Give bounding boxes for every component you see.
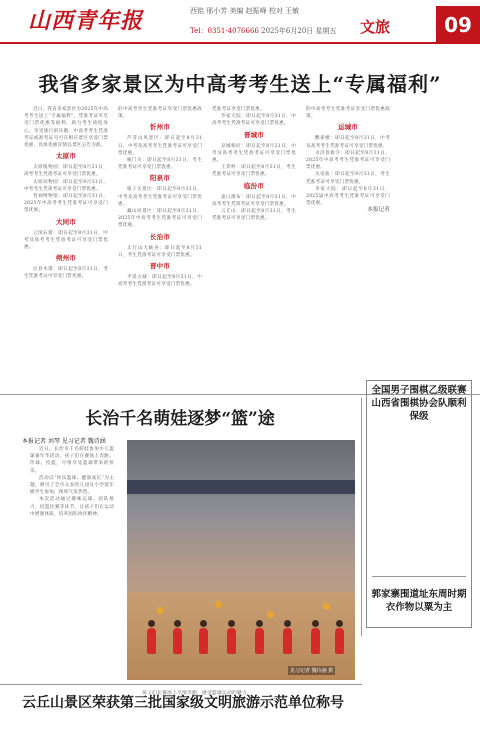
paragraph: 凭准考证享受门票优惠。 (212, 107, 265, 112)
paragraph: 雁门关：即日起至8月31日，考生凭准考证可享受门票优惠。 (118, 158, 202, 171)
paragraph: 近日，长治市千名萌娃参加少儿篮球嘉年华活动，孩子们在赛场上奔跑、传球、投篮，尽情享受篮球带来的快乐。 (30, 447, 114, 474)
paragraph: 娘子关景区：即日起至8月31日，中考及高考考生凭准考证可享受门票优惠。 (118, 187, 202, 207)
photo-child (335, 628, 344, 654)
paragraph: 活动以“快乐篮球、健康成长”为主题，吸引了全市众多幼儿园及小学低年级学生参加，现场气氛热烈。 (30, 475, 114, 496)
article-column (212, 106, 296, 288)
paragraph: 鹳雀楼：即日起至8月31日，中考及高考考生凭准考证可享受门票优惠。 (306, 136, 390, 149)
paragraph: 太原动物园：即日起至8月31日，中考考生凭准考证可享受门票优惠。 (24, 179, 108, 192)
paragraph: 藏山风景区：即日起至8月31日，2025年中高考考生凭准考证可享受门票优惠。 (118, 209, 202, 229)
photo-child (227, 628, 236, 654)
basketball-photo (127, 440, 355, 680)
paragraph: 李家大院：即日起至8月31日，2025届中高考考生凭准考证可享受门票优惠。 (306, 186, 390, 207)
phone-number: Tel：0351-4076666 (190, 27, 259, 35)
photo-ball (323, 603, 330, 610)
masthead (0, 0, 480, 44)
photo-child (255, 628, 264, 654)
section-title: 文旅 (360, 18, 391, 36)
paragraph: 云丘山：即日起至8月31日，考生凭准考证可享受门票优惠。 (212, 209, 296, 222)
photo-credit: 见习记者 魏诗涵 摄 (290, 668, 334, 674)
byline: 本报记者 (367, 207, 390, 214)
city-subheading: 太原市 (55, 152, 77, 161)
divider (361, 398, 362, 636)
city-subheading: 长治市 (149, 232, 171, 241)
paragraph: 晋祠博物馆：即日起至8月31日，2025年中高考考生凭准考证可享受门票优惠。 (24, 194, 108, 214)
photo-child (283, 628, 292, 654)
paragraph: 太原植物园：即日起至8月31日，高考考生凭准考证可享受门票优惠。 (24, 165, 108, 178)
second-article-body (30, 446, 114, 518)
city-subheading: 阳泉市 (149, 174, 171, 183)
second-article-credit: 本报记者 刘琴 见习记者 魏诗涵 (22, 438, 106, 445)
city-subheading: 朔州市 (55, 254, 77, 263)
paragraph: 近日，我省多家景区为2025年中高考考生送上“专属福利”，凭准考证可享受门票优惠等福利，助力考生放松身心，享受旅行的乐趣。中高考考生凭准考证或准考证号可在相应景区享受门票优惠，具体优惠详情以景区公告为准。 (24, 107, 108, 149)
photo-billboard (127, 480, 355, 494)
main-headline: 我省多家景区为中高考考生送上“专属福利” (38, 72, 442, 96)
issue-date: 2025年6月20日 星期五 (261, 27, 337, 35)
photo-child (199, 628, 208, 654)
article-column (306, 106, 390, 288)
city-subheading: 大同市 (55, 217, 77, 226)
newspaper-logo: 山西青年报 (28, 8, 144, 34)
paragraph: 的中高考考生凭准考证享受门票优惠政策。 (306, 107, 390, 120)
page-number: 09 (436, 6, 480, 44)
paragraph: 平遥古城：即日起至8月31日，中高考考生凭准考证可享受门票优惠。 (118, 275, 202, 288)
paragraph: 的中高考考生凭准考证享受门票优惠政策。 (118, 107, 202, 120)
paragraph: 永济普救寺：即日起至8月31日，2025年中高考考生凭准考证可享受门票优惠。 (306, 150, 390, 171)
contact-line (190, 26, 337, 36)
city-subheading: 忻州市 (149, 123, 171, 132)
paragraph: 皇城相府：即日起至8月31日，中考及高考考生凭准考证可享受门票优惠。 (212, 143, 296, 164)
photo-ball (267, 611, 274, 618)
right-headline-1: 全国男子围棋乙级联赛山西省围棋协会队顺利保级 (371, 385, 467, 422)
paragraph: 关帝庙：即日起至8月31日，考生凭准考证可享受门票优惠。 (306, 172, 390, 185)
article-column (24, 106, 108, 288)
photo-caption: 孩子们在赛场上尽情奔跑，感受篮球运动的魅力。 (142, 691, 252, 696)
paragraph: 云冈石窟：即日起至8月31日，中考及高考考生凭准考证可享受门票优惠。 (24, 230, 108, 251)
right-headline-2: 郭家寨围道址东周时期衣作物以粟为主 (371, 589, 467, 613)
paragraph: 太行山大峡谷：即日起至8月31日，考生凭准考证可享受门票优惠。 (118, 245, 202, 258)
paragraph: 芦芽山风景区：即日起至8月31日，中考及高考考生凭准考证可享受门票优惠。 (118, 136, 202, 156)
editor-credits: 西铭 邢小芳 美编 赵振峰 校对 王敏 (190, 7, 300, 15)
main-article-body (24, 106, 390, 288)
photo-ball (157, 607, 164, 614)
city-subheading: 运城市 (337, 123, 359, 132)
city-subheading: 临汾市 (243, 181, 265, 190)
paragraph: 王莽岭：即日起至8月31日，考生凭准考证可享受门票优惠。 (212, 165, 296, 178)
divider (372, 576, 466, 577)
paragraph: 壶口瀑布：即日起至8月31日，中高考考生凭准考证可享受门票优惠。 (212, 194, 296, 207)
paragraph: 乔家大院：即日起至8月31日，中高考考生凭准考证可享受门票优惠。 (212, 114, 296, 127)
paragraph: 应县木塔：即日起至8月31日，考生凭准考证可享受门票优惠。 (24, 267, 108, 280)
third-headline: 云丘山景区荣获第三批国家级文明旅游示范单位称号 (22, 695, 344, 711)
city-subheading: 晋中市 (149, 262, 171, 271)
city-subheading: 晋城市 (243, 130, 265, 139)
photo-child (147, 628, 156, 654)
paragraph: 本次活动通过趣味运球、团队接力、投篮比赛等环节，让孩子们在运动中增强体质，培养团队协作精神。 (30, 497, 114, 517)
article-column (118, 106, 202, 288)
photo-ball (215, 601, 222, 608)
divider (0, 684, 362, 685)
second-headline: 长治千名萌娃逐梦“篮”途 (85, 409, 275, 429)
photo-child (311, 628, 320, 654)
photo-child (173, 628, 182, 654)
